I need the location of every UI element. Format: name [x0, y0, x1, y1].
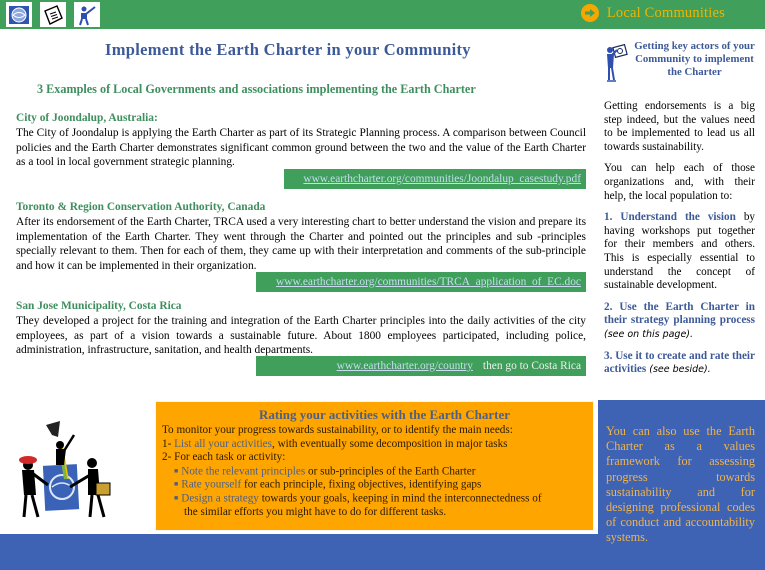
- case-body: The City of Joondalup is applying the Earth Charter as part of its Strategic Planning process. A comparison between Council policies and the Earth Charter demonstrates significant common ground between the two and the value of the Earth Charter as a tool in local government strategic planning.: [16, 126, 586, 169]
- step-understand-vision: [604, 211, 755, 293]
- bullet-item: [162, 478, 587, 492]
- step-label: 1. Understand the vision: [604, 211, 736, 224]
- bullet-highlight: Note the relevant principles: [181, 464, 306, 477]
- case-study-san-jose: [16, 299, 586, 372]
- case-link-bar: [256, 356, 586, 376]
- key-actors-sidebar: [604, 40, 755, 377]
- sidebar-paragraph: You can help each of those organizations and, with their help, the local population to:: [604, 162, 755, 202]
- rating-title: Rating your activities with the Earth Charter: [258, 407, 511, 422]
- key-actors-header: [604, 40, 755, 84]
- step-hint: (see on this page).: [604, 328, 694, 340]
- bullet-continuation: the similar efforts you might have to do for different tasks.: [184, 505, 447, 518]
- top-navigation-bar: [0, 0, 765, 29]
- participate-button[interactable]: [74, 2, 100, 27]
- country-link[interactable]: www.earthcharter.org/country: [336, 359, 473, 372]
- rating-intro: To monitor your progress towards sustainability, or to identify the main needs:: [162, 424, 513, 436]
- rating-instructions: [162, 424, 587, 519]
- case-title: City of Joondalup, Australia:: [16, 112, 158, 124]
- case-study-trca: [16, 200, 586, 288]
- page-title: Implement the Earth Charter in your Community: [105, 40, 471, 59]
- page-subtitle: 3 Examples of Local Governments and associations implementing the Earth Charter: [37, 82, 476, 96]
- step-rate-activities: [604, 350, 755, 377]
- case-study-joondalup: [16, 111, 586, 185]
- case-body: After its endorsement of the Earth Charter, TRCA used a very interesting chart to better understand the vision and prepare its implementation of the Earth Charter. They went through the Charter and pointed out the principles and sub -principles specially relevant to them. Then for each of them, they came up with their interpretation and comments of the sub-principle and how it can be implemented in their organization.: [16, 215, 586, 273]
- bullet-text: or sub-principles of the Earth Charter: [305, 464, 476, 477]
- step-label: 3. Use it to create and rate their activities: [604, 349, 755, 376]
- values-framework-note: You can also use the Earth Charter as a values framework for assessing progress towards sustainability and for designing professional codes of conduct and accountability systems.: [606, 424, 755, 545]
- rating-step-1: [162, 438, 587, 452]
- step-text: , with eventually some decomposition in major tasks: [272, 437, 508, 450]
- arrow-right-circle-icon: [581, 4, 599, 22]
- case-link-bar: [284, 169, 586, 189]
- step-number: 1-: [162, 437, 175, 450]
- bullet-text: towards your goals, keeping in mind the interconnectedness of: [258, 492, 542, 505]
- bullet-icon: ■: [174, 480, 179, 489]
- step-highlight: List all your activities: [174, 437, 272, 450]
- case-body: They developed a project for the training and integration of the Earth Charter principles into the daily activities of the city employees, as part of a vision towards a sustainable future. About 1800 employees participated, including police, administration, infrastructure, sanitation, and health departments.: [16, 314, 586, 357]
- bullet-item: [162, 492, 587, 506]
- step-hint: (see beside).: [646, 364, 711, 376]
- trca-application-link[interactable]: www.earthcharter.org/communities/TRCA_application_of_EC.doc: [276, 275, 581, 288]
- person-holding-sign-icon: [604, 42, 630, 84]
- bullet-highlight: Design a strategy: [181, 492, 259, 505]
- letter-icon: [42, 4, 64, 26]
- step-text: by having workshops put together for their members and others. This is especially essential to understand the concept of sustainable development.: [604, 211, 756, 292]
- person-flag-icon: [76, 4, 98, 26]
- home-globe-button[interactable]: [6, 2, 32, 27]
- contact-letter-button[interactable]: [40, 2, 66, 27]
- case-title: San Jose Municipality, Costa Rica: [16, 300, 182, 312]
- bullet-highlight: Rate yourself: [181, 478, 242, 491]
- people-with-charter-illustration: [8, 415, 113, 525]
- rating-step-2: 2- For each task or activity:: [162, 451, 286, 463]
- sidebar-title: Getting key actors of your Community to implement the Charter: [634, 40, 755, 78]
- link-instruction: then go to Costa Rica: [482, 359, 581, 372]
- section-label: Local Communities: [606, 4, 725, 21]
- bullet-item: [162, 465, 587, 479]
- bullet-text: for each principle, fixing objectives, identifying gaps: [241, 478, 482, 491]
- rating-activities-box: [155, 401, 594, 531]
- step-label: 2. Use the Earth Charter in their strategy planning process: [604, 300, 755, 327]
- sidebar-paragraph: Getting endorsements is a big step indeed, but the values need to be implemented to lead us all towards sustainability.: [604, 100, 755, 153]
- local-communities-link[interactable]: [581, 4, 725, 22]
- bullet-icon: ■: [174, 494, 179, 503]
- step-strategy-planning: [604, 301, 755, 342]
- joondalup-casestudy-link[interactable]: www.earthcharter.org/communities/Joondalup_casestudy.pdf: [303, 172, 581, 185]
- globe-icon: [8, 4, 30, 26]
- bullet-icon: ■: [174, 466, 179, 475]
- case-link-bar: [256, 272, 586, 292]
- case-title: Toronto & Region Conservation Authority, Canada: [16, 201, 266, 213]
